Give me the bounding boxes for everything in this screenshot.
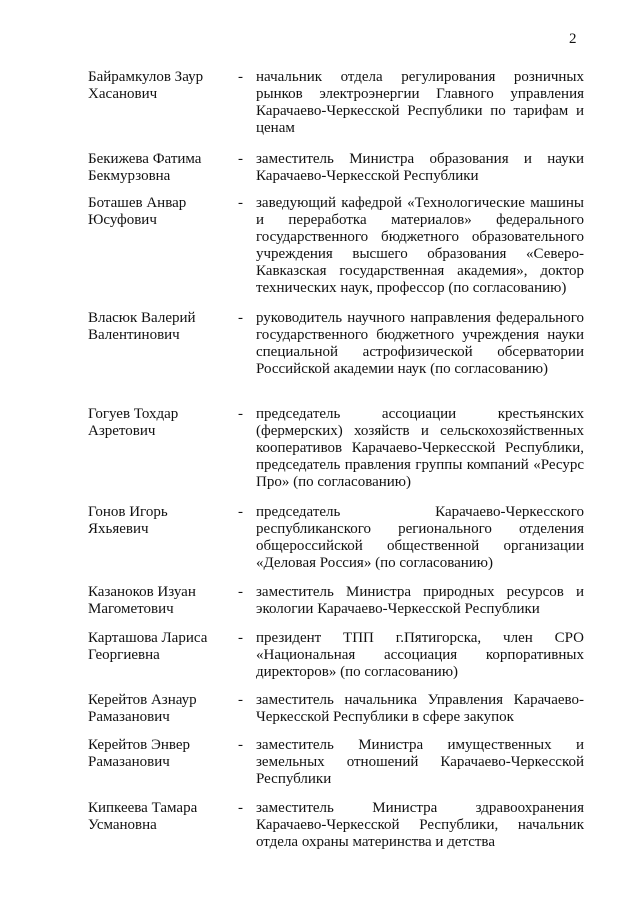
member-list xyxy=(88,69,584,860)
member-position: заместитель Министра образования и науки Карачаево-Черкесской Республики xyxy=(256,151,584,184)
member-position: руководитель научного направления федерального государственного бюджетного учреждения науки специальной астрофизической обсерватории Российской академии наук (по согласованию) xyxy=(256,310,584,377)
member-name: Гонов Игорь Яхьяевич xyxy=(88,504,168,537)
member-position: начальник отдела регулирования розничных рынков электроэнергии Главного управления Карачаево-Черкесской Республики по тарифам и ценам xyxy=(256,69,584,136)
list-item xyxy=(88,151,584,195)
separator-dash: - xyxy=(238,406,243,422)
separator-dash: - xyxy=(238,692,243,708)
list-item xyxy=(88,310,584,406)
separator-dash: - xyxy=(238,800,243,816)
member-name: Керейтов Азнаур Рамазанович xyxy=(88,692,197,725)
member-position: президент ТПП г.Пятигорска, член СРО «Национальная ассоциация корпоративных директоров» (по согласованию) xyxy=(256,630,584,680)
member-name: Керейтов Энвер Рамазанович xyxy=(88,737,191,770)
member-name: Карташова Лариса Георгиевна xyxy=(88,630,208,663)
list-item xyxy=(88,504,584,584)
member-name: Бекижева Фатима Бекмурзовна xyxy=(88,151,202,184)
member-position: председатель Карачаево-Черкесского республиканского регионального отделения общероссийской общественной организации «Деловая Россия» (по согласованию) xyxy=(256,504,584,571)
separator-dash: - xyxy=(238,151,243,167)
member-name: Кипкеева Тамара Усмановна xyxy=(88,800,198,833)
separator-dash: - xyxy=(238,195,243,211)
member-position: заведующий кафедрой «Технологические машины и переработка материалов» федерального государственного бюджетного образовательного учреждения высшего образования «Северо-Кавказская государственная академия», доктор технических наук, профессор (по согласованию) xyxy=(256,195,584,296)
member-name: Боташев Анвар Юсуфович xyxy=(88,195,187,228)
list-item xyxy=(88,69,584,151)
separator-dash: - xyxy=(238,737,243,753)
list-item xyxy=(88,737,584,800)
member-position: заместитель начальника Управления Карачаево-Черкесской Республики в сфере закупок xyxy=(256,692,584,725)
separator-dash: - xyxy=(238,69,243,85)
page-number: 2 xyxy=(569,31,577,47)
list-item xyxy=(88,195,584,310)
list-item xyxy=(88,584,584,630)
member-position: заместитель Министра имущественных и земельных отношений Карачаево-Черкесской Республики xyxy=(256,737,584,787)
separator-dash: - xyxy=(238,630,243,646)
separator-dash: - xyxy=(238,584,243,600)
member-name: Казаноков Изуан Магометович xyxy=(88,584,196,617)
list-item xyxy=(88,630,584,692)
separator-dash: - xyxy=(238,504,243,520)
list-item xyxy=(88,692,584,737)
separator-dash: - xyxy=(238,310,243,326)
member-position: заместитель Министра природных ресурсов и экологии Карачаево-Черкесской Республики xyxy=(256,584,584,617)
member-position: председатель ассоциации крестьянских (фермерских) хозяйств и сельскохозяйственных кооперативов Карачаево-Черкесской Республики, председатель правления группы компаний «Ресурс Про» (по согласованию) xyxy=(256,406,584,490)
member-name: Байрамкулов Заур Хасанович xyxy=(88,69,204,102)
member-name: Власюк Валерий Валентинович xyxy=(88,310,196,343)
list-item xyxy=(88,406,584,504)
member-position: заместитель Министра здравоохранения Карачаево-Черкесской Республики, начальник отдела охраны материнства и детства xyxy=(256,800,584,850)
list-item xyxy=(88,800,584,860)
member-name: Гогуев Тохдар Азретович xyxy=(88,406,179,439)
